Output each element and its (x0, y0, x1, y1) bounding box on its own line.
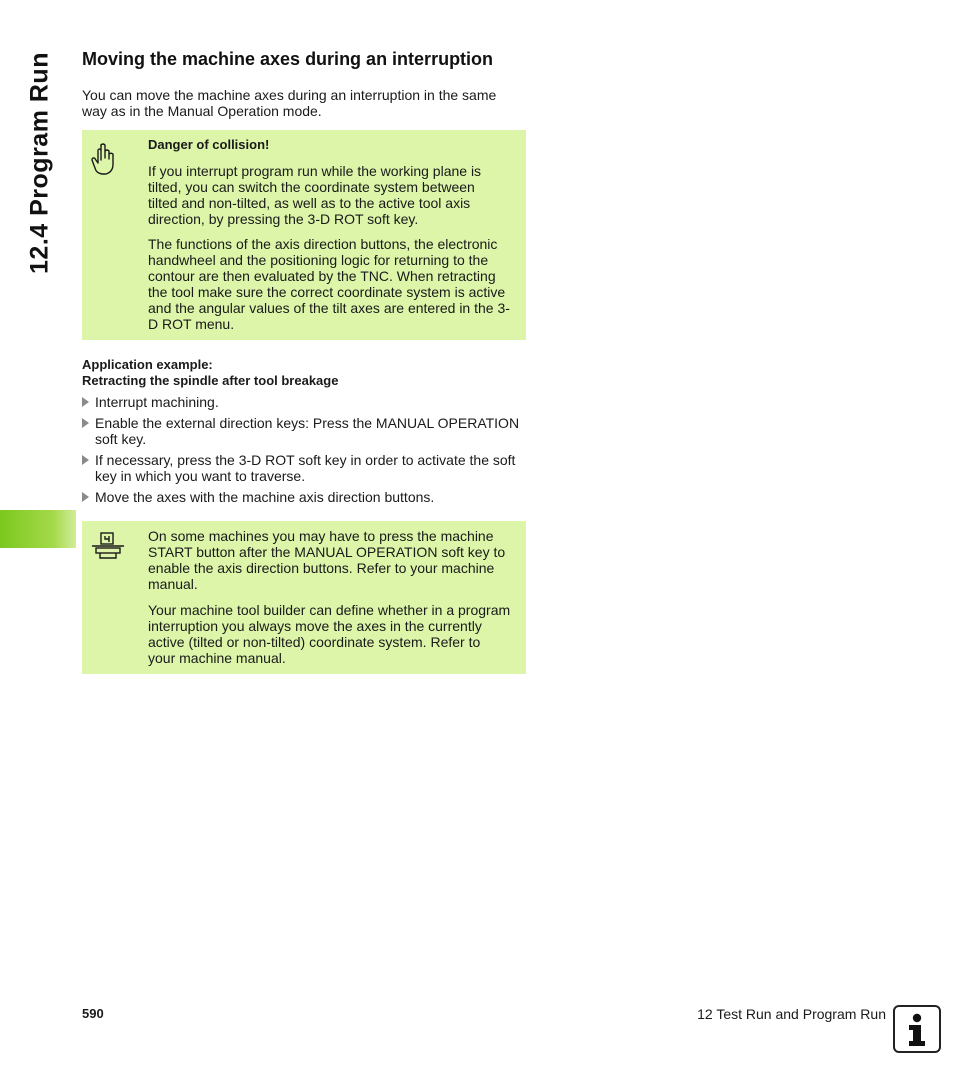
arrow-right-icon (82, 397, 89, 407)
step-text: Interrupt machining. (95, 394, 219, 410)
example-title: Retracting the spindle after tool breakage (82, 373, 339, 388)
text-line: On some machines you may have to press the machine (148, 528, 494, 544)
warning-title: Danger of collision! (148, 137, 270, 152)
step-text: soft key. (95, 431, 147, 447)
text-line: enable the axis direction buttons. Refer to your machine (148, 560, 495, 576)
intro-line: You can move the machine axes during an interruption in the same (82, 87, 497, 103)
text-line: and the angular values of the tilt axes are entered in the 3- (148, 300, 510, 316)
text-line: interruption you always move the axes in the currently (148, 618, 482, 634)
warning-note (82, 130, 526, 340)
warning-paragraph-1 (148, 163, 518, 227)
machine-paragraph-2 (148, 602, 518, 666)
text-line: active (tilted or non-tilted) coordinate system. Refer to (148, 634, 481, 650)
text-line: the tool make sure the correct coordinate system is active (148, 284, 506, 300)
step-text: Enable the external direction keys: Press the MANUAL OPERATION (95, 415, 520, 431)
text-line: START button after the MANUAL OPERATION soft key to (148, 544, 506, 560)
chapter-side-title-text: 12.4 Program Run (25, 51, 54, 274)
text-line: your machine manual. (148, 650, 286, 666)
step-item (82, 415, 526, 447)
machine-paragraph-1 (148, 528, 518, 592)
info-icon[interactable] (893, 1005, 941, 1053)
warning-paragraph-2 (148, 236, 518, 332)
text-line: D ROT menu. (148, 316, 235, 332)
intro-paragraph (82, 87, 496, 119)
text-line: Your machine tool builder can define whether in a program (148, 602, 511, 618)
step-item (82, 489, 526, 505)
arrow-right-icon (82, 455, 89, 465)
section-heading: Moving the machine axes during an interruption (82, 49, 494, 69)
page-number: 590 (82, 1006, 104, 1021)
chapter-side-title (25, 51, 55, 274)
pointing-hand-icon (90, 142, 116, 183)
arrow-right-icon (82, 492, 89, 502)
step-list (82, 394, 526, 510)
arrow-right-icon (82, 418, 89, 428)
text-line: If you interrupt program run while the working plane is (148, 163, 482, 179)
text-line: contour are then evaluated by the TNC. When retracting (148, 268, 496, 284)
text-line: tilted and non-tilted, as well as to the active tool axis (148, 195, 471, 211)
machine-tool-icon (90, 532, 126, 565)
step-text: Move the axes with the machine axis direction buttons. (95, 489, 435, 505)
text-line: manual. (148, 576, 198, 592)
step-text: key in which you want to traverse. (95, 468, 306, 484)
machine-note (82, 521, 526, 674)
footer-chapter-title: 12 Test Run and Program Run (697, 1006, 886, 1022)
intro-line: way as in the Manual Operation mode. (82, 103, 322, 119)
text-line: tilted, you can switch the coordinate system between (148, 179, 475, 195)
text-line: direction, by pressing the 3-D ROT soft key. (148, 211, 419, 227)
text-line: The functions of the axis direction buttons, the electronic (148, 236, 498, 252)
step-item (82, 452, 526, 484)
example-label: Application example: (82, 357, 213, 372)
step-item (82, 394, 526, 410)
text-line: handwheel and the positioning logic for returning to the (148, 252, 489, 268)
chapter-tab-marker (0, 510, 76, 548)
step-text: If necessary, press the 3-D ROT soft key in order to activate the soft (95, 452, 516, 468)
